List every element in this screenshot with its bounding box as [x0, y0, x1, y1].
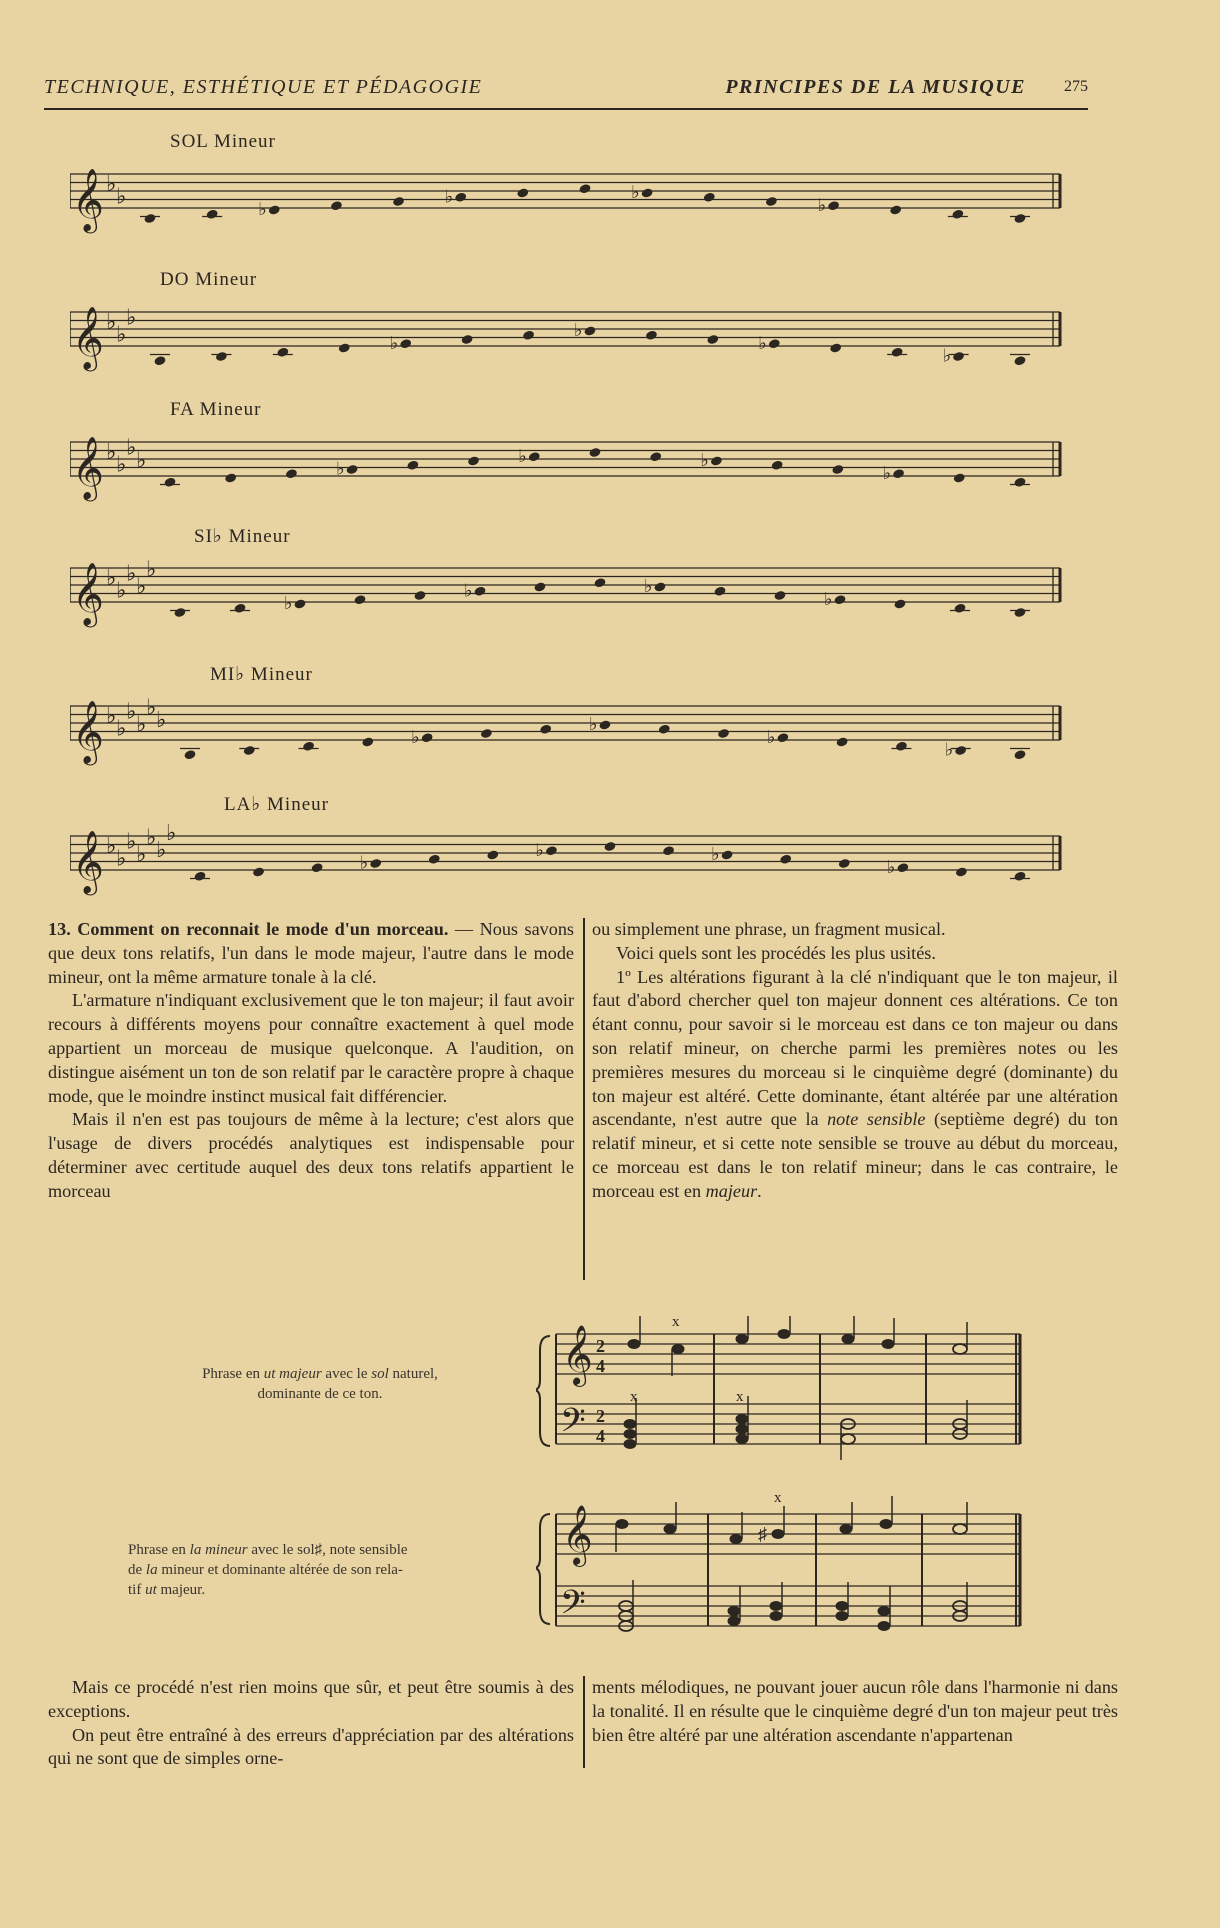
note-head	[346, 464, 359, 475]
note-head	[952, 351, 965, 362]
example-2-caption	[128, 1540, 520, 1600]
flat-icon: ♭	[106, 702, 117, 728]
note-head	[539, 724, 552, 735]
flat-icon: ♭	[126, 560, 137, 586]
example-2-score	[536, 1494, 1026, 1646]
example-1-score	[536, 1316, 1026, 1464]
note-head	[522, 330, 535, 341]
flat-icon: ♭	[758, 332, 767, 353]
note-head	[153, 355, 166, 366]
note-head	[369, 858, 382, 869]
brace	[536, 1514, 550, 1624]
flat-icon: ♭	[535, 839, 544, 860]
note-head	[399, 338, 412, 349]
note-head	[361, 736, 374, 747]
caption-emphasis: la mineur	[189, 1542, 248, 1558]
paragraph	[592, 966, 1118, 1204]
note-head	[528, 451, 541, 462]
emphasis: majeur	[705, 1180, 758, 1201]
note-head	[641, 187, 654, 198]
note-head	[658, 724, 671, 735]
note-head	[827, 200, 840, 211]
note-head	[143, 213, 156, 224]
flat-icon: ♭	[126, 698, 137, 724]
note-head	[588, 447, 601, 458]
flat-icon: ♭	[116, 577, 127, 603]
note-head	[1013, 749, 1026, 760]
scale-title: LA♭ Mineur	[224, 794, 329, 815]
flat-icon: ♭	[284, 593, 293, 613]
note-head	[533, 581, 546, 592]
mark-x: x	[630, 1389, 638, 1405]
note-head	[516, 187, 529, 198]
treble-clef-icon: 𝄞	[72, 830, 104, 893]
treble-clef-icon: 𝄞	[72, 168, 104, 231]
right-column	[592, 1676, 1118, 1747]
note-head	[721, 849, 734, 860]
flat-icon: ♭	[116, 183, 127, 209]
barlines	[556, 1514, 1020, 1626]
example-1-caption	[150, 1364, 490, 1404]
note-head	[951, 209, 964, 220]
time-signature-top: 2	[596, 1336, 605, 1356]
page-number: 275	[1064, 78, 1088, 95]
staff-notation	[70, 396, 1070, 506]
scale-do-mineur	[70, 266, 1070, 376]
scale-title: SOL Mineur	[170, 131, 276, 152]
flat-icon: ♭	[631, 182, 640, 202]
flat-icon: ♭	[106, 438, 117, 464]
note-head	[461, 334, 474, 345]
note-head	[833, 594, 846, 605]
caption-text: majeur.	[156, 1582, 206, 1598]
flat-icon: ♭	[106, 564, 117, 590]
note-head	[183, 749, 196, 760]
bass-notes	[624, 1396, 967, 1460]
brace	[536, 1336, 550, 1446]
scale-title: DO Mineur	[160, 269, 258, 290]
paragraph: ments mélodiques, ne pouvant jouer aucun rôle dans l'harmonie ni dans la tonalité. Il en résulte que le cinquième degré d'un ton majeur peut très bien être altéré par une altération ascendante n'appartenan	[592, 1677, 1118, 1745]
scale-title: MI♭ Mineur	[210, 664, 313, 685]
note-head	[779, 854, 792, 865]
note-head	[467, 455, 480, 466]
paragraph: Mais ce procédé n'est rien moins que sûr, et peut être soumis à des exceptions.	[48, 1677, 574, 1721]
note-head	[713, 586, 726, 597]
time-signature-bottom: 4	[596, 1356, 605, 1376]
flat-icon: ♭	[156, 837, 167, 862]
flat-icon: ♭	[817, 194, 827, 215]
flat-icon: ♭	[942, 345, 952, 366]
note-head	[703, 192, 716, 203]
caption-text: mineur et dominante altérée de son rela-	[157, 1562, 403, 1578]
bass-clef-icon: 𝄢	[560, 1584, 586, 1630]
caption-text: dominante de ce ton.	[257, 1386, 383, 1402]
note-head	[838, 858, 851, 869]
flat-icon: ♭	[944, 739, 954, 760]
flat-icon: ♭	[136, 841, 147, 867]
note-head	[268, 204, 281, 215]
note-head	[302, 741, 315, 752]
header-right: PRINCIPES DE LA MUSIQUE	[725, 76, 1026, 98]
scale-title: FA Mineur	[170, 399, 262, 420]
note-head	[545, 845, 558, 856]
note-head	[1013, 607, 1026, 618]
caption-text: Phrase en	[202, 1366, 264, 1382]
note-head	[1013, 355, 1026, 366]
flat-icon: ♭	[464, 580, 473, 601]
scale-title: SI♭ Mineur	[194, 526, 291, 547]
paragraph-text: .	[757, 1180, 762, 1201]
column-divider	[583, 918, 585, 1280]
paragraph: Mais il n'en est pas toujours de même à la lecture; c'est alors que l'usage de divers procédés analytiques est indispensable pour déterminer avec certitude auquel des deux tons relatifs appartient le morceau	[48, 1109, 574, 1201]
caption-text: naturel,	[388, 1366, 438, 1382]
note-head	[717, 728, 730, 739]
note-head	[593, 577, 606, 588]
note-head	[889, 204, 902, 215]
note-head	[1013, 871, 1026, 882]
flat-icon: ♭	[700, 450, 709, 470]
staff-notation	[70, 790, 1070, 900]
note-head	[829, 342, 842, 353]
note-head	[1013, 213, 1026, 224]
caption-text: Phrase en	[128, 1542, 190, 1558]
caption-emphasis: la	[145, 1562, 158, 1578]
note-head	[353, 594, 366, 605]
time-signature-top: 2	[596, 1406, 605, 1426]
paragraph-text: (septième degré) du ton relatif mineur, et si cette note sensible se trouve au début du morceau, ce morceau est dans le ton relatif mineur; dans le cas contraire, le morceau est en	[592, 1109, 1118, 1201]
note-head	[413, 590, 426, 601]
caption-emphasis: ut majeur	[263, 1366, 322, 1382]
flat-icon: ♭	[644, 576, 653, 596]
time-signature-bottom: 4	[596, 1426, 605, 1446]
note-head	[285, 468, 298, 479]
scale-la-bemol-mineur	[70, 790, 1070, 900]
note-head	[421, 732, 434, 743]
flat-icon: ♭	[359, 852, 369, 873]
note-head	[215, 351, 228, 362]
flat-icon: ♭	[116, 451, 127, 477]
header-rule	[44, 108, 1088, 110]
bass-staff	[556, 1586, 1020, 1626]
bass-clef-icon: 𝄢	[560, 1402, 586, 1448]
paragraph	[48, 918, 574, 989]
staff-notation	[70, 266, 1070, 376]
note-head	[653, 581, 666, 592]
note-head	[645, 330, 658, 341]
note-head	[710, 455, 723, 466]
scale-fa-mineur	[70, 396, 1070, 506]
flat-icon: ♭	[258, 199, 267, 219]
treble-clef-icon: 𝄞	[562, 1325, 593, 1385]
flat-icon: ♭	[146, 556, 157, 582]
note-head	[233, 603, 246, 614]
sharp-icon: ♯	[758, 1524, 767, 1544]
note-head	[473, 586, 486, 597]
paragraph-text: 1º Les altérations figurant à la clé n'indiquant que le ton majeur, il faut d'abord chercher quel ton majeur donnent ces altérations. Ce ton étant connu, pour savoir si le morceau est dans ce ton majeur ou dans son relatif mineur, on cherche parmi les premières notes ou les premières mesures du morceau si le cinquième degré (dominante) du ton majeur est altéré. Cette dominante, étant altérée par une altération ascendante, n'est autre que la	[592, 966, 1118, 1130]
flat-icon: ♭	[389, 332, 399, 353]
staff-notation	[70, 128, 1070, 238]
scale-mi-bemol-mineur	[70, 660, 1070, 770]
staff-notation	[70, 522, 1070, 632]
mark-x: x	[774, 1494, 782, 1506]
note-head	[406, 460, 419, 471]
note-head	[583, 325, 596, 336]
flat-icon: ♭	[106, 308, 117, 334]
flat-icon: ♭	[824, 588, 833, 609]
flat-icon: ♭	[126, 828, 137, 854]
note-head	[480, 728, 493, 739]
mark-x: x	[672, 1316, 680, 1330]
note-head	[953, 472, 966, 483]
treble-clef-icon: 𝄞	[72, 436, 104, 499]
flat-icon: ♭	[882, 462, 892, 483]
flat-icon: ♭	[711, 844, 720, 864]
note-head	[454, 192, 467, 203]
flat-icon: ♭	[126, 434, 137, 460]
caption-text: tif	[128, 1582, 146, 1598]
treble-clef-icon: 𝄞	[72, 700, 104, 763]
note-head	[578, 183, 591, 194]
note-head	[330, 200, 343, 211]
flat-icon: ♭	[116, 715, 127, 741]
scale-si-bemol-mineur	[70, 522, 1070, 632]
section-heading: 13. Comment on reconnait le mode d'un morceau.	[48, 919, 449, 939]
note-head	[338, 342, 351, 353]
emphasis: note sensible	[827, 1109, 926, 1130]
note-head	[773, 590, 786, 601]
paragraph: L'armature n'indiquant exclusivement que le ton majeur; il faut avoir recours à différents moyens pour connaître exactement à quel mode appartient un morceau de musique quelconque. A l'audition, on distingue aisément un ton de son relatif par le caractère propre à chaque mode, que le moindre instinct musical fait différencier.	[48, 990, 574, 1106]
note-head	[243, 745, 256, 756]
treble-clef-icon: 𝄞	[562, 1505, 593, 1565]
flat-icon: ♭	[116, 845, 127, 871]
note-head	[1013, 477, 1026, 488]
column-divider	[583, 1676, 585, 1768]
flat-icon: ♭	[106, 832, 117, 858]
paragraph: ou simplement une phrase, un fragment musical.	[592, 919, 946, 939]
right-column	[592, 918, 1118, 1204]
flat-icon: ♭	[106, 170, 117, 196]
flat-icon: ♭	[574, 320, 583, 340]
header-left: TECHNIQUE, ESTHÉTIQUE ET PÉDAGOGIE	[44, 76, 483, 98]
flat-icon: ♭	[136, 447, 147, 473]
flat-icon: ♭	[411, 726, 420, 747]
paragraph: Voici quels sont les procédés les plus usités.	[616, 942, 936, 963]
flat-icon: ♭	[126, 304, 137, 330]
flat-icon: ♭	[336, 458, 345, 479]
note-head	[765, 196, 778, 207]
note-head	[776, 732, 789, 743]
note-head	[293, 598, 306, 609]
note-head	[428, 854, 441, 865]
note-head	[836, 736, 849, 747]
flat-icon: ♭	[444, 186, 454, 207]
note-head	[954, 745, 967, 756]
note-head	[252, 866, 265, 877]
note-head	[893, 598, 906, 609]
note-head	[392, 196, 405, 207]
flat-icon: ♭	[116, 321, 127, 347]
note-head	[955, 866, 968, 877]
note-head	[953, 603, 966, 614]
running-header	[44, 76, 1088, 106]
note-head	[276, 347, 289, 358]
caption-emphasis: sol	[371, 1366, 389, 1382]
note-head	[891, 347, 904, 358]
note-head	[206, 209, 219, 220]
caption-text: avec le	[321, 1366, 372, 1382]
note-head	[896, 862, 909, 873]
caption-emphasis: ut	[145, 1582, 157, 1598]
note-head	[831, 464, 844, 475]
flat-icon: ♭	[766, 726, 776, 747]
flat-icon: ♭	[156, 707, 167, 732]
left-column	[48, 1676, 574, 1771]
caption-text: avec le sol♯, note sensible	[247, 1542, 408, 1558]
note-head	[311, 862, 324, 873]
note-head	[173, 607, 186, 618]
note-head	[662, 845, 675, 856]
note-head	[598, 719, 611, 730]
flat-icon: ♭	[146, 824, 157, 850]
note-head	[895, 741, 908, 752]
note-head	[768, 338, 781, 349]
flat-icon: ♭	[146, 694, 157, 720]
note-head	[649, 451, 662, 462]
note-head	[603, 841, 616, 852]
note-head	[224, 472, 237, 483]
treble-clef-icon: 𝄞	[72, 306, 104, 369]
paragraph-text: — Nous savons que deux tons relatifs, l'un dans le mode majeur, l'autre dans le mode mineur, ont la même armature tonale à la clé.	[48, 919, 574, 987]
flat-icon: ♭	[136, 573, 147, 599]
scale-sol-mineur	[70, 128, 1070, 238]
flat-icon: ♭	[166, 820, 177, 845]
paragraph: On peut être entraîné à des erreurs d'appréciation par des altérations qui ne sont que de simples orne-	[48, 1724, 574, 1769]
caption-text: de	[128, 1562, 146, 1578]
treble-clef-icon: 𝄞	[72, 562, 104, 625]
note-head	[193, 871, 206, 882]
note-head	[163, 477, 176, 488]
treble-staff	[556, 1334, 1020, 1374]
note-head	[486, 849, 499, 860]
flat-icon: ♭	[886, 856, 896, 877]
note-head	[771, 460, 784, 471]
staff-notation	[70, 660, 1070, 770]
note-head	[892, 468, 905, 479]
flat-icon: ♭	[136, 711, 147, 737]
flat-icon: ♭	[589, 714, 598, 734]
left-column	[48, 918, 574, 1204]
flat-icon: ♭	[518, 445, 527, 466]
note-head	[706, 334, 719, 345]
mark-x: x	[736, 1389, 744, 1405]
